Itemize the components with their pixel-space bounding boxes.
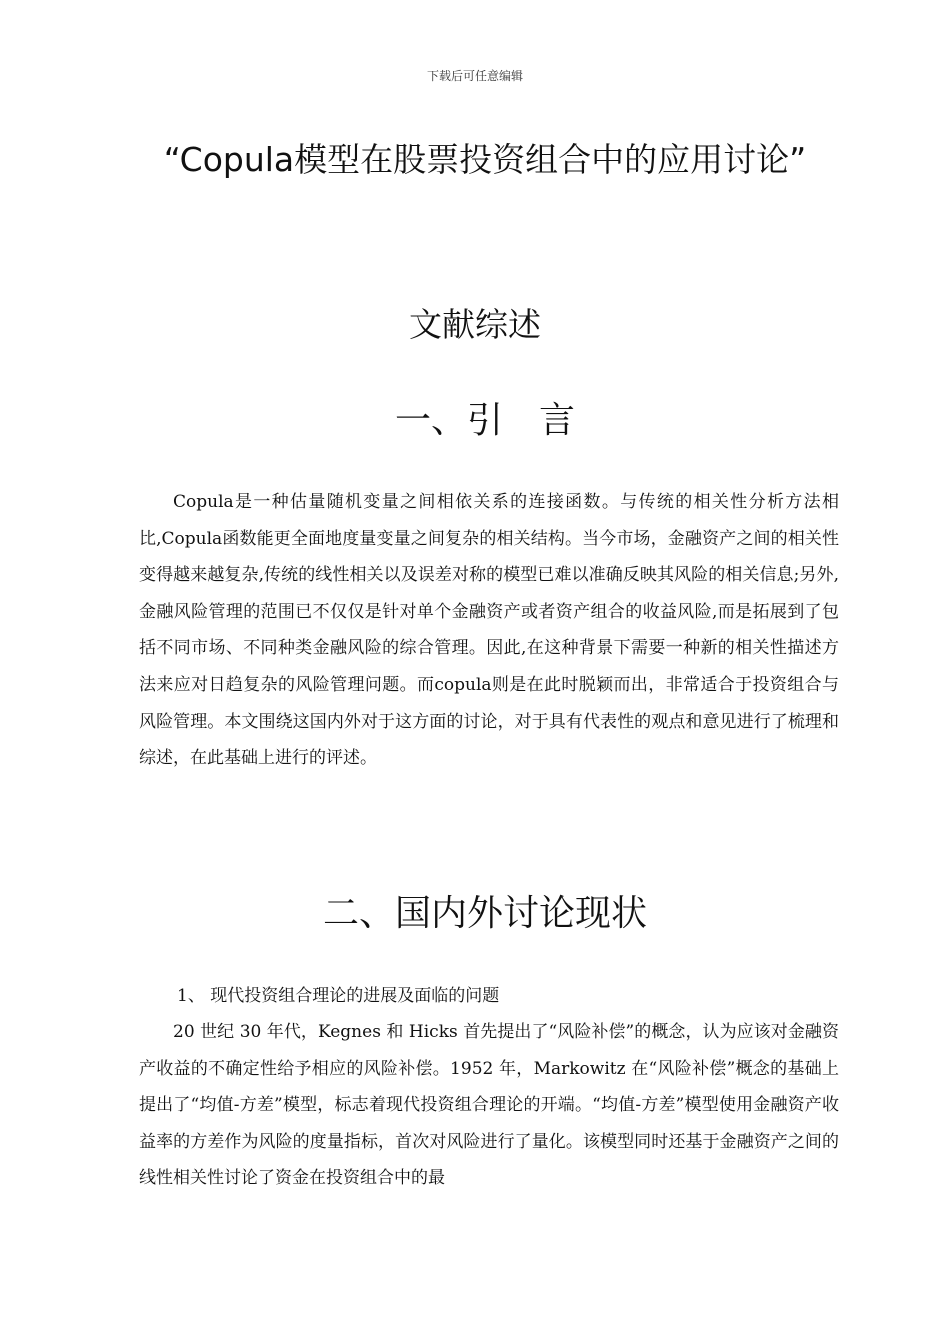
document-subtitle: 文献综述 — [409, 305, 541, 344]
subsection-heading: 1、 现代投资组合理论的进展及面临的问题 — [177, 986, 500, 1006]
section-heading-research-status: 二、国内外讨论现状 — [322, 893, 647, 934]
research-status-paragraph: 20 世纪 30 年代，Kegnes 和 Hicks 首先提出了“风险补偿”的概念，认为应该对金融资产收益的不确定性给予相应的风险补偿。1952 年，Markowitz 在“风险补偿”概念的基础上提出了“均值-方差”模型，标志着现代投资组合理论的开端。“均值-方差”模型使用金融资产收益率的方差作为风险的度量指标，首次对风险进行了量化。该模型同时还基于金融资产之间的线性相关性讨论了资金在投资组合中的最 — [139, 1022, 839, 1189]
research-status-body — [139, 1014, 839, 1197]
introduction-paragraph: Copula是一种估量随机变量之间相依关系的连接函数。与传统的相关性分析方法相比,Copula函数能更全面地度量变量之间复杂的相关结构。当今市场，金融资产之间的相关性变得越来越复杂,传统的线性相关以及误差对称的模型已难以准确反映其风险的相关信息;另外,金融风险管理的范围已不仅仅是针对单个金融资产或者资产组合的收益风险,而是拓展到了包括不同市场、不同种类金融风险的综合管理。因此,在这种背景下需要一种新的相关性描述方法来应对日趋复杂的风险管理问题。而copula则是在此时脱颖而出，非常适合于投资组合与风险管理。本文围绕这国内外对于这方面的讨论，对于具有代表性的观点和意见进行了梳理和综述，在此基础上进行的评述。 — [139, 492, 839, 769]
document-title: “Copula模型在股票投资组合中的应用讨论” — [163, 140, 807, 179]
section-heading-introduction: 一、引 言 — [394, 400, 575, 441]
header-note: 下载后可任意编辑 — [426, 69, 523, 83]
introduction-body — [139, 484, 839, 777]
